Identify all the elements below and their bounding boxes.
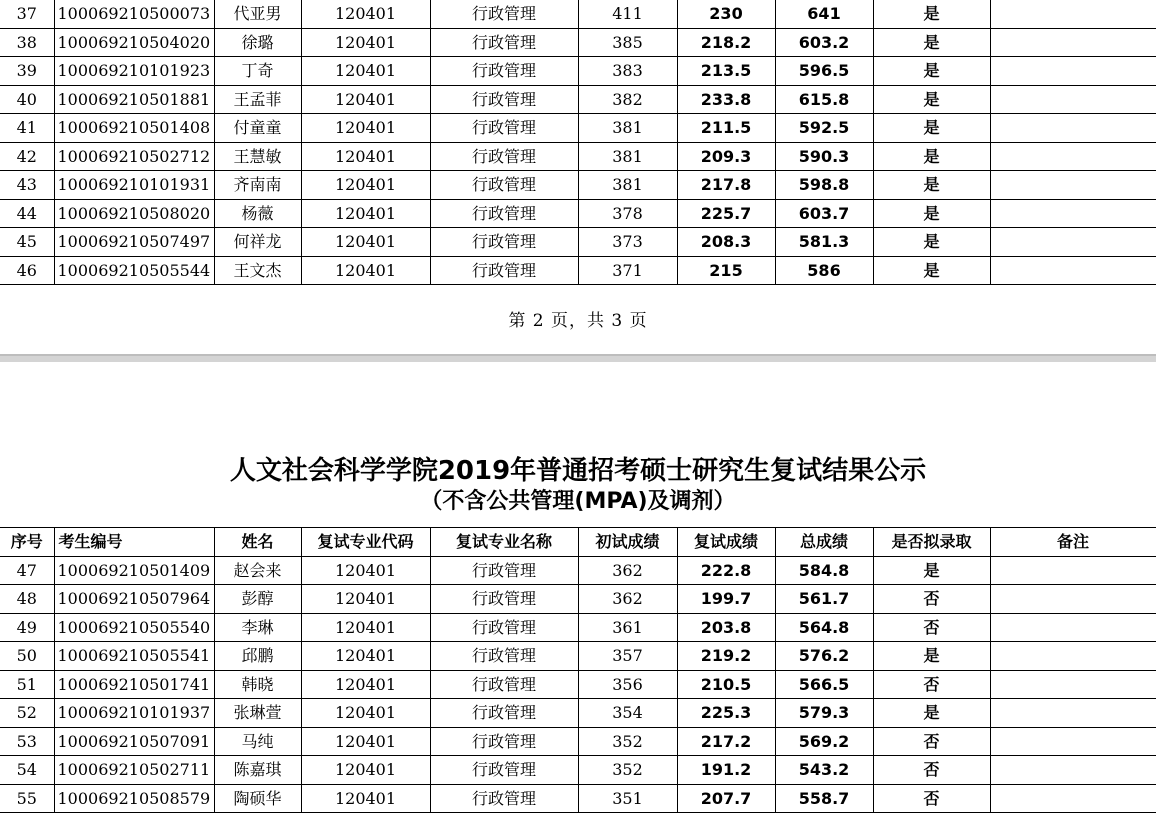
- major-code-cell: 120401: [301, 727, 430, 756]
- major-code-cell: 120401: [301, 699, 430, 728]
- table-header-row: [0, 528, 1156, 557]
- table-body-page-3: [0, 556, 1156, 813]
- initial-score-cell: 354: [578, 699, 677, 728]
- candidate-id-cell: 100069210505540: [54, 613, 214, 642]
- initial-score-cell: 381: [578, 114, 677, 143]
- retest-score-cell: 210.5: [677, 670, 775, 699]
- admit-cell: 否: [873, 756, 990, 785]
- seq-cell: 50: [0, 642, 54, 671]
- note-cell: [990, 699, 1156, 728]
- admit-cell: 否: [873, 727, 990, 756]
- total-score-cell: 569.2: [775, 727, 873, 756]
- seq-cell: 41: [0, 114, 54, 143]
- note-cell: [990, 585, 1156, 614]
- major-code-cell: 120401: [301, 199, 430, 228]
- retest-score-cell: 199.7: [677, 585, 775, 614]
- total-score-cell: 558.7: [775, 784, 873, 813]
- retest-score-cell: 213.5: [677, 57, 775, 86]
- table-row: [0, 699, 1156, 728]
- initial-score-cell: 381: [578, 171, 677, 200]
- page-separator: [0, 354, 1156, 362]
- initial-score-cell: 357: [578, 642, 677, 671]
- table-row: [0, 114, 1156, 143]
- table-body-page-2: [0, 0, 1156, 285]
- page-subtitle: （不含公共管理(MPA)及调剂）: [420, 489, 736, 514]
- total-score-cell: 581.3: [775, 228, 873, 257]
- header-major-code: 复试专业代码: [301, 528, 430, 557]
- candidate-id-cell: 100069210508579: [54, 784, 214, 813]
- admit-cell: 是: [873, 142, 990, 171]
- header-candidate-id: 考生编号: [54, 528, 214, 557]
- major-code-cell: 120401: [301, 28, 430, 57]
- note-cell: [990, 228, 1156, 257]
- note-cell: [990, 727, 1156, 756]
- name-cell: 徐璐: [214, 28, 301, 57]
- initial-score-cell: 352: [578, 727, 677, 756]
- name-cell: 代亚男: [214, 0, 301, 28]
- admit-cell: 是: [873, 699, 990, 728]
- major-code-cell: 120401: [301, 613, 430, 642]
- major-name-cell: 行政管理: [430, 727, 578, 756]
- major-name-cell: 行政管理: [430, 171, 578, 200]
- admit-cell: 是: [873, 256, 990, 285]
- seq-cell: 48: [0, 585, 54, 614]
- retest-score-cell: 207.7: [677, 784, 775, 813]
- note-cell: [990, 114, 1156, 143]
- admit-cell: 是: [873, 114, 990, 143]
- page-number-footer: 第 2 页，共 3 页: [508, 311, 648, 331]
- name-cell: 丁奇: [214, 57, 301, 86]
- initial-score-cell: 383: [578, 57, 677, 86]
- major-code-cell: 120401: [301, 756, 430, 785]
- note-cell: [990, 613, 1156, 642]
- candidate-id-cell: 100069210101923: [54, 57, 214, 86]
- table-row: [0, 171, 1156, 200]
- major-code-cell: 120401: [301, 142, 430, 171]
- name-cell: 王慧敏: [214, 142, 301, 171]
- total-score-cell: 592.5: [775, 114, 873, 143]
- admit-cell: 是: [873, 642, 990, 671]
- admit-cell: 否: [873, 784, 990, 813]
- table-row: [0, 199, 1156, 228]
- note-cell: [990, 784, 1156, 813]
- table-row: [0, 727, 1156, 756]
- name-cell: 付童童: [214, 114, 301, 143]
- total-score-cell: 584.8: [775, 556, 873, 585]
- seq-cell: 55: [0, 784, 54, 813]
- major-code-cell: 120401: [301, 642, 430, 671]
- candidate-id-cell: 100069210507964: [54, 585, 214, 614]
- total-score-cell: 615.8: [775, 85, 873, 114]
- table-row: [0, 142, 1156, 171]
- seq-cell: 47: [0, 556, 54, 585]
- retest-score-cell: 219.2: [677, 642, 775, 671]
- name-cell: 齐南南: [214, 171, 301, 200]
- seq-cell: 54: [0, 756, 54, 785]
- retest-score-cell: 203.8: [677, 613, 775, 642]
- table-row: [0, 0, 1156, 28]
- note-cell: [990, 28, 1156, 57]
- retest-score-cell: 230: [677, 0, 775, 28]
- major-code-cell: 120401: [301, 585, 430, 614]
- major-name-cell: 行政管理: [430, 0, 578, 28]
- major-name-cell: 行政管理: [430, 784, 578, 813]
- total-score-cell: 641: [775, 0, 873, 28]
- initial-score-cell: 352: [578, 756, 677, 785]
- initial-score-cell: 385: [578, 28, 677, 57]
- retest-score-cell: 233.8: [677, 85, 775, 114]
- major-code-cell: 120401: [301, 0, 430, 28]
- total-score-cell: 603.7: [775, 199, 873, 228]
- seq-cell: 44: [0, 199, 54, 228]
- seq-cell: 37: [0, 0, 54, 28]
- note-cell: [990, 0, 1156, 28]
- page-title: 人文社会科学学院2019年普通招考硕士研究生复试结果公示: [229, 456, 927, 486]
- total-score-cell: 564.8: [775, 613, 873, 642]
- name-cell: 张琳萱: [214, 699, 301, 728]
- table-row: [0, 85, 1156, 114]
- header-major-name: 复试专业名称: [430, 528, 578, 557]
- retest-score-cell: 217.8: [677, 171, 775, 200]
- total-score-cell: 576.2: [775, 642, 873, 671]
- total-score-cell: 561.7: [775, 585, 873, 614]
- note-cell: [990, 256, 1156, 285]
- candidate-id-cell: 100069210504020: [54, 28, 214, 57]
- header-note: 备注: [990, 528, 1156, 557]
- seq-cell: 40: [0, 85, 54, 114]
- seq-cell: 46: [0, 256, 54, 285]
- admit-cell: 是: [873, 57, 990, 86]
- seq-cell: 51: [0, 670, 54, 699]
- major-name-cell: 行政管理: [430, 28, 578, 57]
- admit-cell: 是: [873, 556, 990, 585]
- initial-score-cell: 362: [578, 556, 677, 585]
- candidate-id-cell: 100069210501741: [54, 670, 214, 699]
- major-code-cell: 120401: [301, 256, 430, 285]
- results-table-page-3: [0, 527, 1156, 813]
- candidate-id-cell: 100069210502712: [54, 142, 214, 171]
- candidate-id-cell: 100069210508020: [54, 199, 214, 228]
- candidate-id-cell: 100069210501409: [54, 556, 214, 585]
- table-row: [0, 228, 1156, 257]
- retest-score-cell: 209.3: [677, 142, 775, 171]
- table-row: [0, 256, 1156, 285]
- seq-cell: 45: [0, 228, 54, 257]
- header-seq: 序号: [0, 528, 54, 557]
- major-name-cell: 行政管理: [430, 85, 578, 114]
- candidate-id-cell: 100069210101937: [54, 699, 214, 728]
- initial-score-cell: 382: [578, 85, 677, 114]
- total-score-cell: 603.2: [775, 28, 873, 57]
- admit-cell: 是: [873, 0, 990, 28]
- name-cell: 陶硕华: [214, 784, 301, 813]
- retest-score-cell: 225.7: [677, 199, 775, 228]
- total-score-cell: 586: [775, 256, 873, 285]
- initial-score-cell: 361: [578, 613, 677, 642]
- major-name-cell: 行政管理: [430, 642, 578, 671]
- retest-score-cell: 218.2: [677, 28, 775, 57]
- major-code-cell: 120401: [301, 670, 430, 699]
- note-cell: [990, 57, 1156, 86]
- candidate-id-cell: 100069210101931: [54, 171, 214, 200]
- major-name-cell: 行政管理: [430, 699, 578, 728]
- major-name-cell: 行政管理: [430, 142, 578, 171]
- name-cell: 马纯: [214, 727, 301, 756]
- initial-score-cell: 378: [578, 199, 677, 228]
- total-score-cell: 590.3: [775, 142, 873, 171]
- major-name-cell: 行政管理: [430, 613, 578, 642]
- initial-score-cell: 381: [578, 142, 677, 171]
- header-admit: 是否拟录取: [873, 528, 990, 557]
- major-name-cell: 行政管理: [430, 199, 578, 228]
- admit-cell: 是: [873, 228, 990, 257]
- name-cell: 彭醇: [214, 585, 301, 614]
- seq-cell: 52: [0, 699, 54, 728]
- note-cell: [990, 670, 1156, 699]
- name-cell: 何祥龙: [214, 228, 301, 257]
- candidate-id-cell: 100069210505541: [54, 642, 214, 671]
- initial-score-cell: 371: [578, 256, 677, 285]
- initial-score-cell: 411: [578, 0, 677, 28]
- note-cell: [990, 756, 1156, 785]
- candidate-id-cell: 100069210500073: [54, 0, 214, 28]
- seq-cell: 49: [0, 613, 54, 642]
- name-cell: 王文杰: [214, 256, 301, 285]
- candidate-id-cell: 100069210501408: [54, 114, 214, 143]
- major-code-cell: 120401: [301, 85, 430, 114]
- note-cell: [990, 85, 1156, 114]
- major-code-cell: 120401: [301, 114, 430, 143]
- table-row: [0, 613, 1156, 642]
- major-name-cell: 行政管理: [430, 556, 578, 585]
- table-row: [0, 28, 1156, 57]
- note-cell: [990, 199, 1156, 228]
- header-retest-score: 复试成绩: [677, 528, 775, 557]
- total-score-cell: 566.5: [775, 670, 873, 699]
- initial-score-cell: 362: [578, 585, 677, 614]
- total-score-cell: 598.8: [775, 171, 873, 200]
- admit-cell: 否: [873, 670, 990, 699]
- header-initial-score: 初试成绩: [578, 528, 677, 557]
- candidate-id-cell: 100069210507497: [54, 228, 214, 257]
- major-name-cell: 行政管理: [430, 756, 578, 785]
- table-row: [0, 756, 1156, 785]
- seq-cell: 53: [0, 727, 54, 756]
- major-code-cell: 120401: [301, 228, 430, 257]
- table-row: [0, 784, 1156, 813]
- admit-cell: 是: [873, 85, 990, 114]
- header-total-score: 总成绩: [775, 528, 873, 557]
- major-name-cell: 行政管理: [430, 57, 578, 86]
- major-code-cell: 120401: [301, 171, 430, 200]
- results-table-page-2: [0, 0, 1156, 285]
- note-cell: [990, 556, 1156, 585]
- table-row: [0, 585, 1156, 614]
- initial-score-cell: 356: [578, 670, 677, 699]
- admit-cell: 是: [873, 28, 990, 57]
- major-name-cell: 行政管理: [430, 228, 578, 257]
- seq-cell: 38: [0, 28, 54, 57]
- name-cell: 王孟菲: [214, 85, 301, 114]
- note-cell: [990, 171, 1156, 200]
- major-code-cell: 120401: [301, 57, 430, 86]
- candidate-id-cell: 100069210502711: [54, 756, 214, 785]
- admit-cell: 否: [873, 585, 990, 614]
- table-row: [0, 57, 1156, 86]
- major-name-cell: 行政管理: [430, 114, 578, 143]
- initial-score-cell: 351: [578, 784, 677, 813]
- name-cell: 邱鹏: [214, 642, 301, 671]
- initial-score-cell: 373: [578, 228, 677, 257]
- name-cell: 李琳: [214, 613, 301, 642]
- major-code-cell: 120401: [301, 556, 430, 585]
- retest-score-cell: 208.3: [677, 228, 775, 257]
- candidate-id-cell: 100069210507091: [54, 727, 214, 756]
- header-name: 姓名: [214, 528, 301, 557]
- total-score-cell: 543.2: [775, 756, 873, 785]
- retest-score-cell: 211.5: [677, 114, 775, 143]
- major-name-cell: 行政管理: [430, 256, 578, 285]
- retest-score-cell: 215: [677, 256, 775, 285]
- note-cell: [990, 142, 1156, 171]
- major-code-cell: 120401: [301, 784, 430, 813]
- name-cell: 韩晓: [214, 670, 301, 699]
- major-name-cell: 行政管理: [430, 670, 578, 699]
- seq-cell: 43: [0, 171, 54, 200]
- name-cell: 陈嘉琪: [214, 756, 301, 785]
- table-row: [0, 642, 1156, 671]
- note-cell: [990, 642, 1156, 671]
- seq-cell: 42: [0, 142, 54, 171]
- admit-cell: 是: [873, 171, 990, 200]
- name-cell: 杨薇: [214, 199, 301, 228]
- total-score-cell: 596.5: [775, 57, 873, 86]
- retest-score-cell: 222.8: [677, 556, 775, 585]
- table-row: [0, 556, 1156, 585]
- admit-cell: 否: [873, 613, 990, 642]
- retest-score-cell: 217.2: [677, 727, 775, 756]
- candidate-id-cell: 100069210501881: [54, 85, 214, 114]
- candidate-id-cell: 100069210505544: [54, 256, 214, 285]
- major-name-cell: 行政管理: [430, 585, 578, 614]
- admit-cell: 是: [873, 199, 990, 228]
- total-score-cell: 579.3: [775, 699, 873, 728]
- retest-score-cell: 225.3: [677, 699, 775, 728]
- retest-score-cell: 191.2: [677, 756, 775, 785]
- table-row: [0, 670, 1156, 699]
- seq-cell: 39: [0, 57, 54, 86]
- name-cell: 赵会来: [214, 556, 301, 585]
